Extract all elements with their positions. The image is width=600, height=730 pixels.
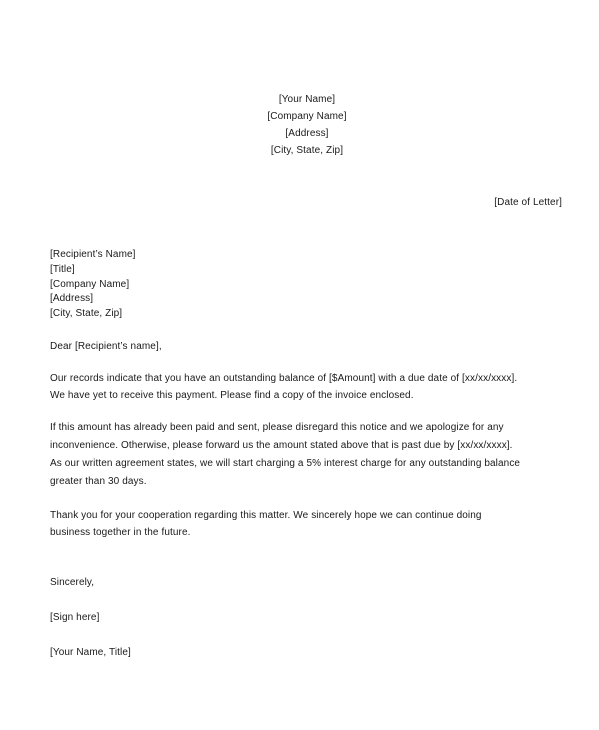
sender-address: [Address] — [285, 128, 329, 139]
paragraph-2-line: greater than 30 days. — [50, 476, 147, 487]
signer-name-title: [Your Name, Title] — [50, 647, 131, 658]
paragraph-3-line: Thank you for your cooperation regarding this matter. We sincerely hope we can continue doing — [50, 510, 482, 521]
signature-placeholder: [Sign here] — [50, 612, 100, 623]
paragraph-3-line: business together in the future. — [50, 527, 191, 538]
recipient-company: [Company Name] — [50, 279, 130, 290]
sender-city-state-zip: [City, State, Zip] — [270, 145, 344, 156]
recipient-address: [Address] — [50, 293, 94, 304]
paragraph-2-line: inconvenience. Otherwise, please forward us the amount stated above that is past due by [xx/xx/xxxx]. — [50, 440, 513, 451]
paragraph-2-line: If this amount has already been paid and sent, please disregard this notice and we apologize for any — [50, 422, 504, 433]
paragraph-2-line: As our written agreement states, we will start charging a 5% interest charge for any outstanding balance — [50, 458, 521, 469]
sender-company: [Company Name] — [267, 111, 347, 122]
sender-name: [Your Name] — [278, 94, 336, 105]
recipient-name: [Recipient’s Name] — [50, 249, 136, 260]
paragraph-1-line: Our records indicate that you have an outstanding balance of [$Amount] with a due date of [xx/xx/xxxx]. — [50, 373, 518, 384]
letter-date: [Date of Letter] — [494, 197, 562, 208]
recipient-city-state-zip: [City, State, Zip] — [50, 308, 123, 319]
recipient-title: [Title] — [50, 264, 75, 275]
closing: Sincerely, — [50, 577, 95, 588]
paragraph-1-line: We have yet to receive this payment. Please find a copy of the invoice enclosed. — [50, 390, 414, 401]
salutation: Dear [Recipient’s name], — [50, 341, 162, 352]
